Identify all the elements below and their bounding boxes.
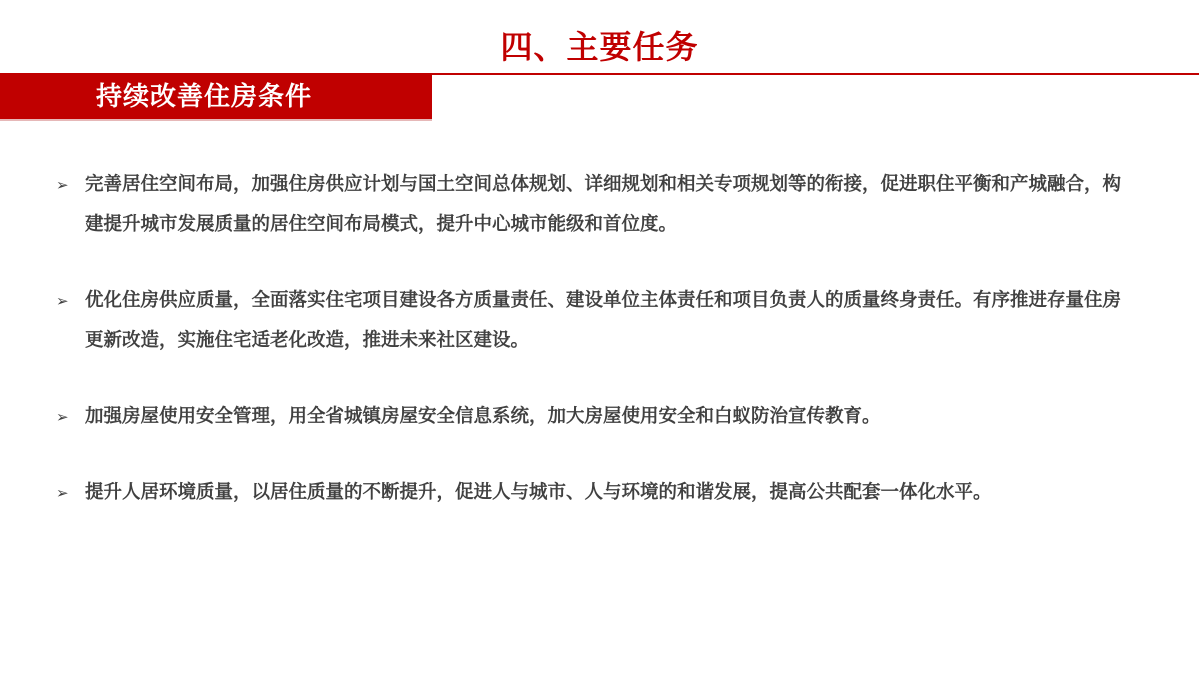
bullet-item-building-safety xyxy=(56,397,1136,437)
bullet-text: 完善居住空间布局，加强住房供应计划与国土空间总体规划、详细规划和相关专项规划等的衔接，促进职住平衡和产城融合，构建提升城市发展质量的居住空间布局模式，提升中心城市能级和首位度。 xyxy=(85,174,1122,235)
bullet-text: 加强房屋使用安全管理，用全省城镇房屋安全信息系统，加大房屋使用安全和白蚁防治宣传教育。 xyxy=(85,406,881,427)
bullet-text: 提升人居环境质量，以居住质量的不断提升，促进人与城市、人与环境的和谐发展，提高公共配套一体化水平。 xyxy=(85,482,992,503)
bullet-item-housing-quality xyxy=(56,281,1136,361)
slide-title: 四、主要任务 xyxy=(500,28,699,66)
task-bullet-list xyxy=(56,165,1136,513)
arrow-bullet-icon: ➢ xyxy=(56,292,69,310)
arrow-bullet-icon: ➢ xyxy=(56,408,69,426)
arrow-bullet-icon: ➢ xyxy=(56,484,69,502)
bullet-text: 优化住房供应质量，全面落实住宅项目建设各方质量责任、建设单位主体责任和项目负责人的质量终身责任。有序推进存量住房更新改造，实施住宅适老化改造，推进未来社区建设。 xyxy=(85,290,1122,351)
section-banner-shadow xyxy=(0,119,432,121)
bullet-item-living-environment xyxy=(56,473,1136,513)
arrow-bullet-icon: ➢ xyxy=(56,176,69,194)
bullet-item-residential-layout xyxy=(56,165,1136,245)
section-heading: 持续改善住房条件 xyxy=(96,82,313,112)
